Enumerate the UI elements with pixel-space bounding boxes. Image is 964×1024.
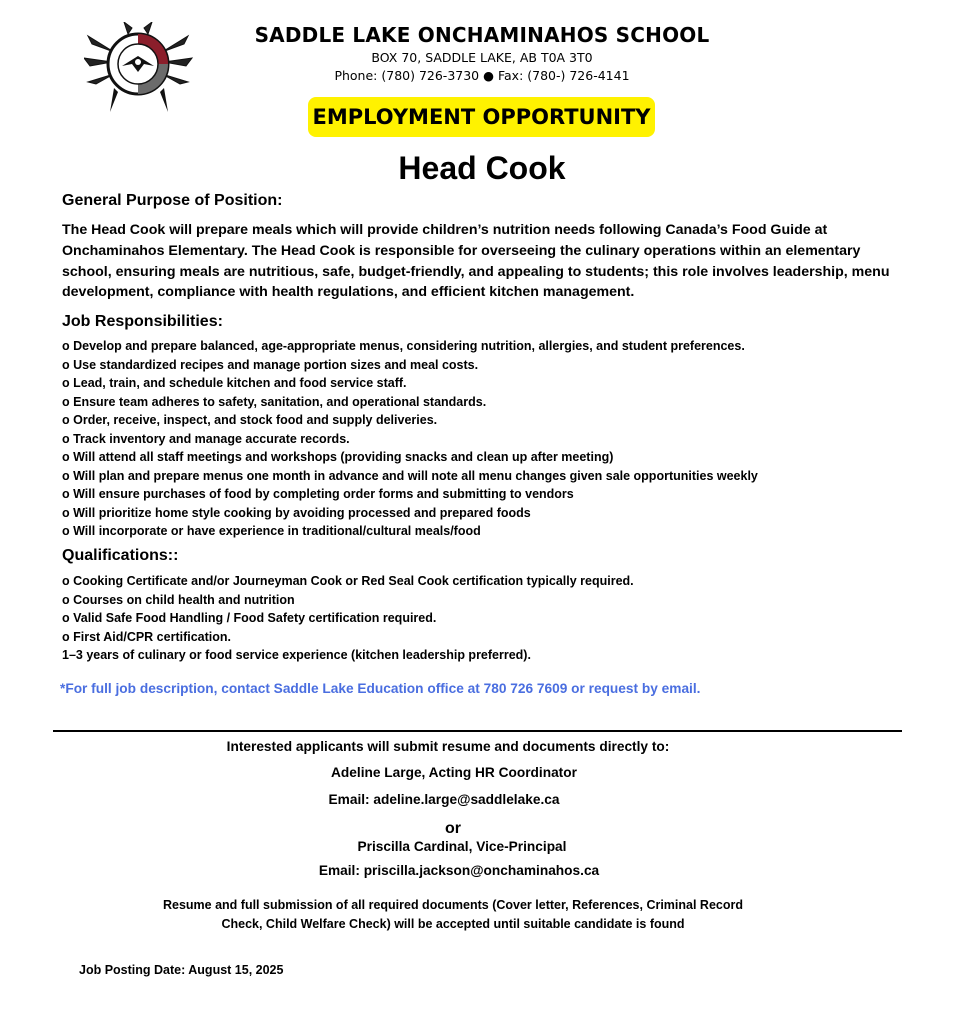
list-item: o Will incorporate or have experience in traditional/cultural meals/food [62,524,481,538]
qualifications-heading: Qualifications:: [62,547,179,564]
list-item: o Valid Safe Food Handling / Food Safety certification required. [62,611,437,625]
school-logo [84,22,194,114]
submission-note-line1: Resume and full submission of all required documents (Cover letter, References, Criminal Record [162,898,743,912]
employment-opportunity-badge: EMPLOYMENT OPPORTUNITY [308,97,655,137]
general-purpose-text: The Head Cook will prepare meals which will provide children’s nutrition needs following Canada’s Food Guide at Onchaminahos Elementary. The Head Cook is responsible for overseeing the culinary operations within an elementary school, ensuring meals are nutritious, safe, budget-friendly, and appealing to students; this role involves leadership, menu development, compliance with health regulations, and efficient kitchen management. [62,222,890,301]
list-item: o Use standardized recipes and manage portion sizes and meal costs. [62,357,479,372]
applicant-instructions: Interested applicants will submit resume and documents directly to: [226,739,670,754]
job-title: Head Cook [398,150,566,186]
list-item: o Will ensure purchases of food by completing order forms and submitting to vendors [62,487,574,501]
full-description-note: *For full job description, contact Saddle Lake Education office at 780 726 7609 or request by email. [60,681,701,696]
contact-1-email: Email: adeline.large@saddlelake.ca [328,792,560,807]
list-item: o Lead, train, and schedule kitchen and food service staff. [62,376,407,390]
list-item: o Ensure team adheres to safety, sanitation, and operational standards. [62,394,487,409]
letterhead [200,22,764,84]
contact-2-email: Email: priscilla.jackson@onchaminahos.ca [318,863,600,878]
list-item: o Courses on child health and nutrition [62,592,295,607]
contact-1-name: Adeline Large, Acting HR Coordinator [331,765,577,780]
list-item: 1–3 years of culinary or food service experience (kitchen leadership preferred). [62,648,531,662]
submission-note-line2: Check, Child Welfare Check) will be accepted until suitable candidate is found [221,917,685,931]
divider [53,730,902,732]
list-item: o Track inventory and manage accurate records. [62,431,350,446]
or-separator: or [445,820,461,837]
responsibilities-heading: Job Responsibilities: [62,313,223,330]
school-address: BOX 70, SADDLE LAKE, AB T0A 3T0 [371,50,593,65]
school-name: SADDLE LAKE ONCHAMINAHOS SCHOOL [254,23,710,47]
general-purpose-heading: General Purpose of Position: [62,192,283,209]
list-item: o Will attend all staff meetings and workshops (providing snacks and clean up after meeting) [62,450,614,464]
responsibilities-list [62,337,922,541]
list-item: o Will plan and prepare menus one month in advance and will note all menu changes given sale opportunities weekly [62,468,758,483]
list-item: o Order, receive, inspect, and stock food and supply deliveries. [62,413,438,427]
list-item: o Cooking Certificate and/or Journeyman Cook or Red Seal Cook certification typically required. [62,574,634,588]
list-item: o Develop and prepare balanced, age-appropriate menus, considering nutrition, allergies, and student preferences. [62,339,745,353]
list-item: o First Aid/CPR certification. [62,629,232,644]
list-item: o Will prioritize home style cooking by avoiding processed and prepared foods [62,505,531,520]
phone-fax: Phone: (780) 726-3730 ● Fax: (780-) 726-4141 [334,68,630,83]
posting-date: Job Posting Date: August 15, 2025 [79,963,284,977]
contact-2-name: Priscilla Cardinal, Vice-Principal [357,839,567,854]
qualifications-list [62,572,922,665]
